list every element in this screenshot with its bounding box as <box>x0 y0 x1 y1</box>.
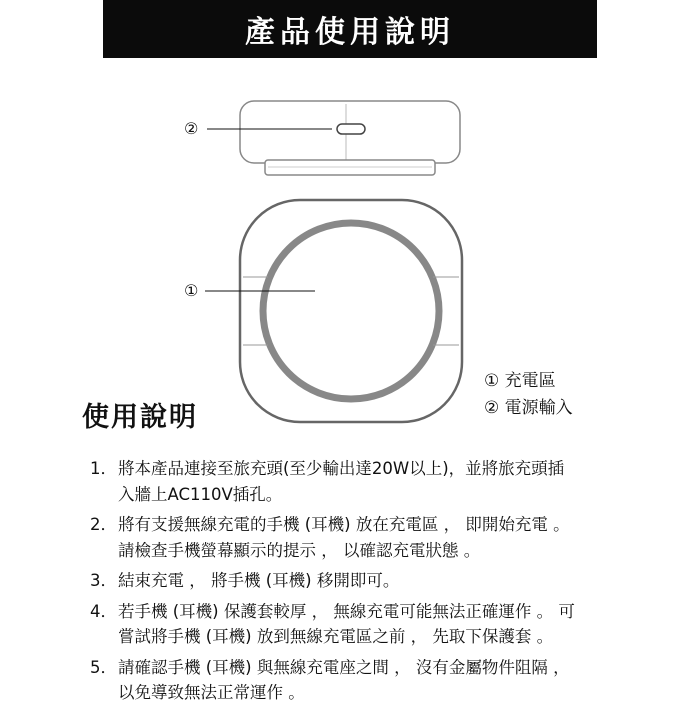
step-number: 3． <box>90 571 117 590</box>
step-number: 2． <box>90 515 117 534</box>
step-text <box>118 456 630 507</box>
step-line: 將有支援無線充電的手機 (耳機) 放在充電區 ， 即開始充電 。 <box>118 515 570 534</box>
legend-item-power-input: ② 電源輸入 <box>484 398 573 418</box>
step-line: 請檢查手機螢幕顯示的提示 ， 以確認充電狀態 。 <box>118 540 481 560</box>
callout-number-2: ② <box>184 119 199 138</box>
instruction-list <box>90 456 630 711</box>
step-line: 若手機 (耳機) 保護套較厚 ， 無線充電可能無法正確運作 。 可 <box>118 601 575 621</box>
instruction-step <box>90 568 630 594</box>
step-line: 以免導致無法正常運作 。 <box>118 683 305 702</box>
step-text <box>118 599 630 650</box>
step-line: 將本產品連接至旅充頭(至少輸出達20W以上)，並將旅充頭插 <box>118 459 565 478</box>
charger-side-view <box>207 101 460 175</box>
legend-item-charging-zone: ① 充電區 <box>484 371 556 391</box>
step-number: 5． <box>90 657 117 677</box>
callout-number-1: ① <box>184 281 199 300</box>
instruction-step <box>90 599 630 650</box>
instruction-step <box>90 512 630 563</box>
step-text <box>118 512 630 563</box>
step-line: 結束充電 ， 將手機 (耳機) 移開即可。 <box>118 571 400 590</box>
step-number: 4． <box>90 601 117 621</box>
instruction-step <box>90 655 630 706</box>
step-line: 嘗試將手機 (耳機) 放到無線充電區之前 ， 先取下保護套 。 <box>118 627 554 646</box>
step-line: 入牆上AC110V插孔。 <box>118 484 283 504</box>
step-text <box>118 568 630 594</box>
charger-top-view <box>205 200 462 422</box>
instructions-title: 使用說明 <box>82 402 198 433</box>
step-number: 1． <box>90 459 117 478</box>
instruction-step <box>90 456 630 507</box>
step-text <box>118 655 630 706</box>
step-line: 請確認手機 (耳機) 與無線充電座之間 ， 沒有金屬物件阻隔 ， <box>118 657 570 677</box>
power-input-port <box>337 124 365 134</box>
page-title: 產品使用說明 <box>245 15 455 50</box>
charging-zone <box>263 223 439 399</box>
diagram-legend <box>484 368 573 422</box>
